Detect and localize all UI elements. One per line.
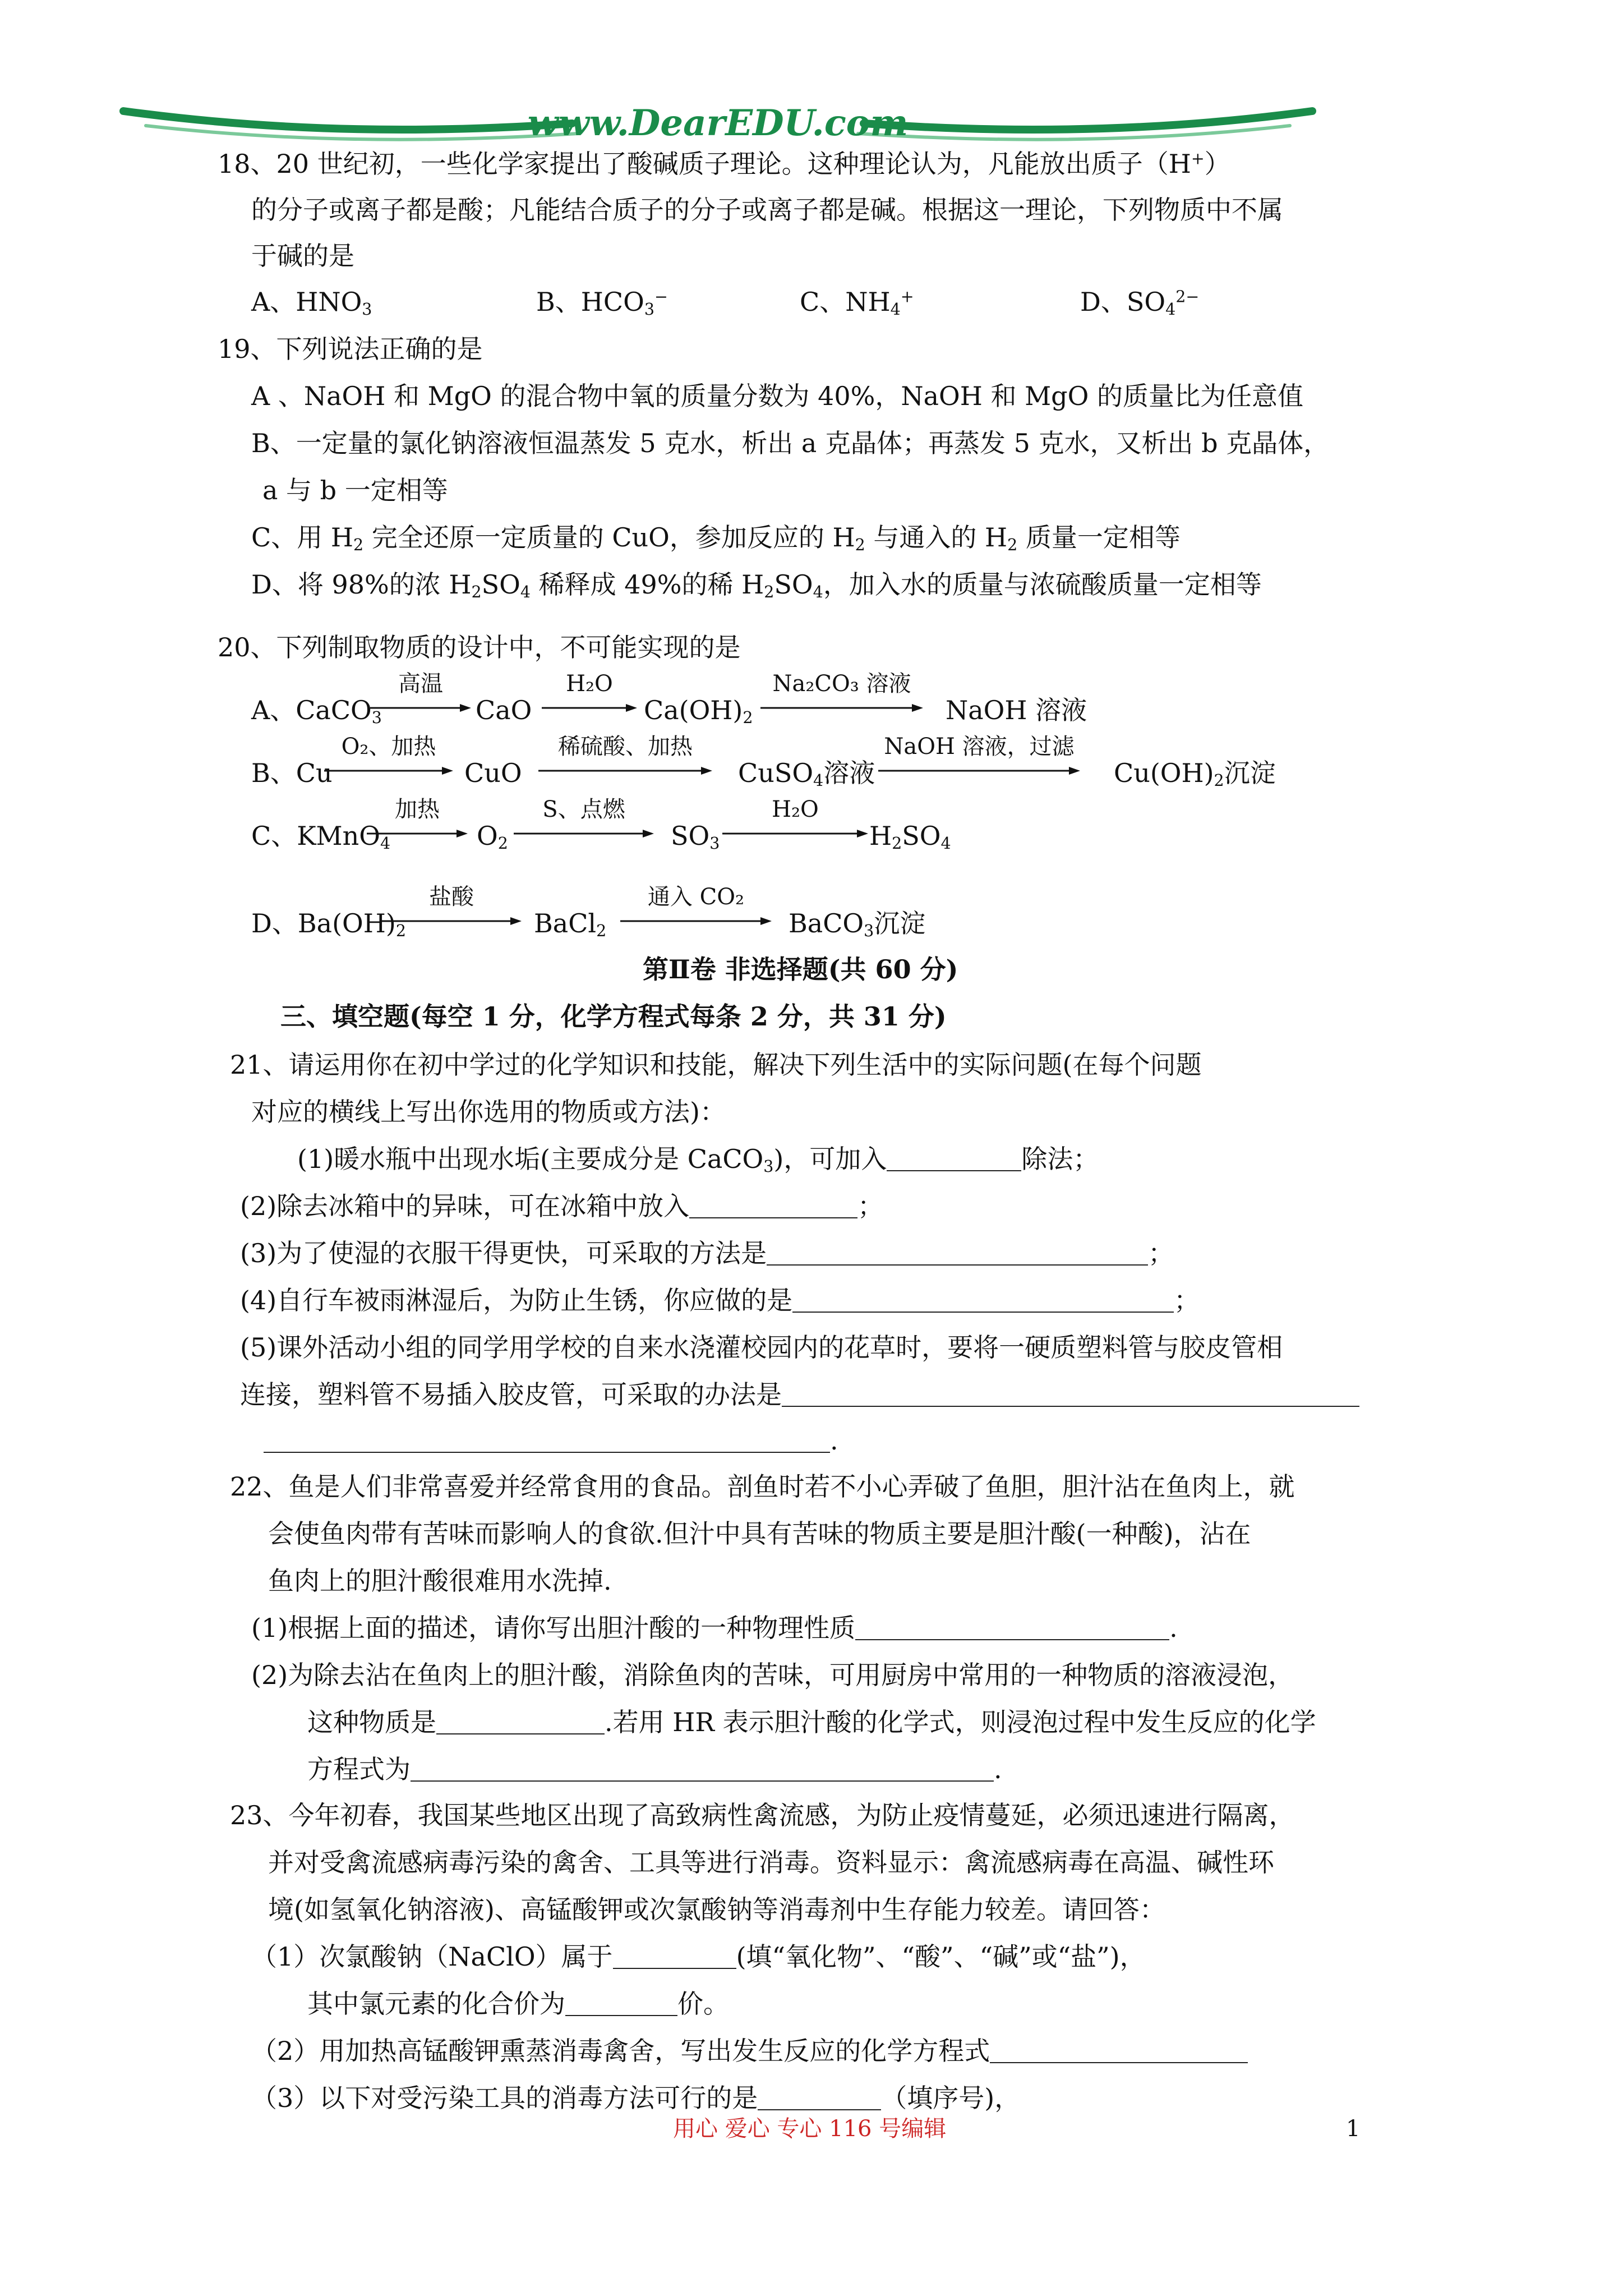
q18-option-b: B、$HCO_3^-$ xyxy=(536,287,668,319)
arrow-icon xyxy=(381,915,522,927)
answer-blank[interactable] xyxy=(887,1148,1021,1171)
q22-sub2-line1: (2)为除去沾在鱼肉上的胆汁酸，消除鱼肉的苦味，可用厨房中常用的一种物质的溶液浸泡， xyxy=(251,1660,1294,1690)
arrow-icon xyxy=(760,702,923,714)
q20-b-arrow3: NaOH 溶液，过滤 xyxy=(878,734,1080,790)
page-number: 1 xyxy=(1346,2116,1361,2142)
q20-b-product2: CuSO$_4$溶液 xyxy=(738,758,875,790)
answer-blank[interactable] xyxy=(782,1383,1359,1407)
answer-blank[interactable] xyxy=(411,1758,994,1782)
q20-a-product2: $Ca(OH)_2$ xyxy=(644,695,753,728)
q18-option-d: D、$SO_4^{2-}$ xyxy=(1080,287,1200,319)
q21-sub4: (4)自行车被雨淋湿后，为防止生锈，你应做的是 ； xyxy=(240,1285,1200,1315)
q23-sub2: （2）用加热高锰酸钾熏蒸消毒禽舍，写出发生反应的化学方程式 xyxy=(251,2034,1248,2068)
logo-text: www.DearEDU.com xyxy=(527,102,909,144)
q20-b-product3: $Cu(OH)_2$沉淀 xyxy=(1114,758,1276,790)
q19-stem: 19、下列说法正确的是 xyxy=(218,334,483,364)
q20-a-arrow1: 高温 xyxy=(370,671,471,727)
q18-option-a: A、$HNO_3$ xyxy=(251,287,372,319)
header-logo xyxy=(112,101,1324,151)
q19-option-b1: B、一定量的氯化钠溶液恒温蒸发 5 克水，析出 a 克晶体；再蒸发 5 克水，又析出 b 克晶体， xyxy=(251,428,1330,458)
arrow-icon xyxy=(367,828,468,839)
arrow-icon xyxy=(324,765,453,776)
q23-line1: 23、今年初春，我国某些地区出现了高致病性禽流感，为防止疫情蔓延，必须迅速进行隔离， xyxy=(230,1800,1295,1830)
q21-sub2: (2)除去冰箱中的异味，可在冰箱中放入 ； xyxy=(240,1191,884,1221)
q22-sub1: (1)根据上面的描述，请你写出胆汁酸的一种物理性质 . xyxy=(251,1613,1178,1643)
q20-a-arrow3: Na₂CO₃ 溶液 xyxy=(760,671,923,727)
q23-sub1-line2: 其中氯元素的化合价为 价。 xyxy=(307,1989,729,2019)
q20-a-arrow2: H₂O xyxy=(542,671,637,727)
arrow-icon xyxy=(620,915,772,927)
q20-c-arrow3: H₂O xyxy=(722,797,868,853)
footer-text: 用心 爱心 专心 116 号编辑 xyxy=(673,2116,947,2142)
q20-c-product3: $H_2SO_4$ xyxy=(869,821,951,853)
q22-sub2-line3: 方程式为 . xyxy=(307,1754,1002,1784)
q19-option-d: D、将 98%的浓 $H_2SO_4$ 稀释成 49%的稀 $H_2SO_4$，加入水的质量与浓硫酸质量一定相等 xyxy=(251,569,1262,602)
q19-option-c: C、用 $H_2$ 完全还原一定质量的 CuO，参加反应的 $H_2$ 与通入的 $H_2$ 质量一定相等 xyxy=(251,522,1181,555)
q23-sub1-line1: （1）次氯酸钠（NaClO）属于 (填“氧化物”、“酸”、“碱”或“盐”)， xyxy=(251,1941,1146,1972)
q20-stem: 20、下列制取物质的设计中，不可能实现的是 xyxy=(218,632,741,662)
q23-line3: 境(如氢氧化钠溶液)、高锰酸钾或次氯酸钠等消毒剂中生存能力较差。请回答： xyxy=(268,1894,1165,1925)
arrow-icon xyxy=(538,765,712,776)
q18-option-c: C、$NH_4^+$ xyxy=(800,287,914,319)
answer-blank[interactable] xyxy=(758,2087,881,2110)
q20-c-product1: $O_2$ xyxy=(477,821,508,853)
q21-sub5-line3: . xyxy=(264,1424,838,1457)
q20-b-arrow1: O₂、加热 xyxy=(324,734,453,790)
q20-c-reactant: C、KMnO$_4$ xyxy=(251,821,391,853)
q20-c-product2: $SO_3$ xyxy=(671,821,720,853)
arrow-icon xyxy=(542,702,637,714)
q22-line1: 22、鱼是人们非常喜爱并经常食用的食品。剖鱼时若不小心弄破了鱼胆，胆汁沾在鱼肉上，就 xyxy=(230,1471,1295,1502)
q18-line2: 的分子或离子都是酸；凡能结合质子的分子或离子都是碱。根据这一理论，下列物质中不属 xyxy=(251,195,1283,225)
q23-sub3: （3）以下对受污染工具的消毒方法可行的是 （填序号)， xyxy=(251,2083,1021,2113)
q21-sub1: (1)暖水瓶中出现水垢(主要成分是 CaCO$_3$)，可加入 除法； xyxy=(297,1144,1099,1176)
q21-sub3: (3)为了使湿的衣服干得更快，可采取的方法是 ； xyxy=(240,1238,1174,1268)
section-title: 第Ⅱ卷 非选择题(共 60 分) xyxy=(643,954,958,984)
q21-sub5-line2: 连接，塑料管不易插入胶皮管，可采取的办法是 xyxy=(240,1378,1359,1411)
q21-sub5-line1: (5)课外活动小组的同学用学校的自来水浇灌校园内的花草时，要将一硬质塑料管与胶皮管相 xyxy=(240,1332,1283,1363)
q20-b-arrow2: 稀硫酸、加热 xyxy=(538,734,712,790)
q20-b-reactant: B、Cu xyxy=(251,758,333,788)
q22-line3: 鱼肉上的胆汁酸很难用水洗掉. xyxy=(268,1566,612,1596)
arrow-icon xyxy=(370,702,471,714)
part3-heading: 三、填空题(每空 1 分，化学方程式每条 2 分，共 31 分) xyxy=(280,1001,947,1032)
answer-blank[interactable] xyxy=(767,1242,1148,1266)
q21-line1: 21、请运用你在初中学过的化学知识和技能，解决下列生活中的实际问题(在每个问题 xyxy=(230,1050,1202,1080)
q20-c-arrow2: S、点燃 xyxy=(514,797,654,853)
q20-a-product1: CaO xyxy=(476,695,532,725)
q22-line2: 会使鱼肉带有苦味而影响人的食欲.但汁中具有苦味的物质主要是胆汁酸(一种酸)，沾在 xyxy=(268,1519,1251,1549)
q19-option-a: A 、NaOH 和 MgO 的混合物中氧的质量分数为 40%，NaOH 和 MgO 的质量比为任意值 xyxy=(251,381,1303,411)
q18-line3: 于碱的是 xyxy=(251,241,354,271)
answer-blank[interactable] xyxy=(855,1617,1169,1640)
q20-a-reactant: A、CaCO$_3$ xyxy=(251,695,382,728)
q23-line2: 并对受禽流感病毒污染的禽舍、工具等进行消毒。资料显示：禽流感病毒在高温、碱性环 xyxy=(268,1847,1274,1878)
q18-line1: 18、20 世纪初，一些化学家提出了酸碱质子理论。这种理论认为，凡能放出质子（H+） xyxy=(218,149,1230,179)
answer-blank[interactable] xyxy=(264,1429,830,1453)
answer-blank[interactable] xyxy=(990,2040,1248,2063)
arrow-icon xyxy=(878,765,1080,776)
answer-blank[interactable] xyxy=(613,1945,736,1969)
q20-d-reactant: D、$Ba(OH)_2$ xyxy=(251,908,406,941)
answer-blank[interactable] xyxy=(436,1711,605,1734)
q22-sub2-line2: 这种物质是 .若用 HR 表示胆汁酸的化学式，则浸泡过程中发生反应的化学 xyxy=(307,1707,1316,1737)
q20-b-product1: CuO xyxy=(464,758,522,788)
answer-blank[interactable] xyxy=(792,1289,1174,1313)
q20-d-product1: BaCl$_2$ xyxy=(534,908,607,941)
arrow-icon xyxy=(514,828,654,839)
q20-a-product3: NaOH 溶液 xyxy=(946,695,1087,725)
q20-c-arrow1: 加热 xyxy=(367,797,468,853)
q20-d-arrow1: 盐酸 xyxy=(381,884,522,940)
q19-option-b2: a 与 b 一定相等 xyxy=(262,475,448,505)
arrow-icon xyxy=(722,828,868,839)
q20-d-arrow2: 通入 CO₂ xyxy=(620,884,772,940)
q20-d-product2: BaCO$_3$沉淀 xyxy=(789,908,926,941)
answer-blank[interactable] xyxy=(689,1195,857,1218)
q21-line2: 对应的横线上写出你选用的物质或方法)： xyxy=(251,1097,726,1127)
answer-blank[interactable] xyxy=(565,1993,677,2016)
